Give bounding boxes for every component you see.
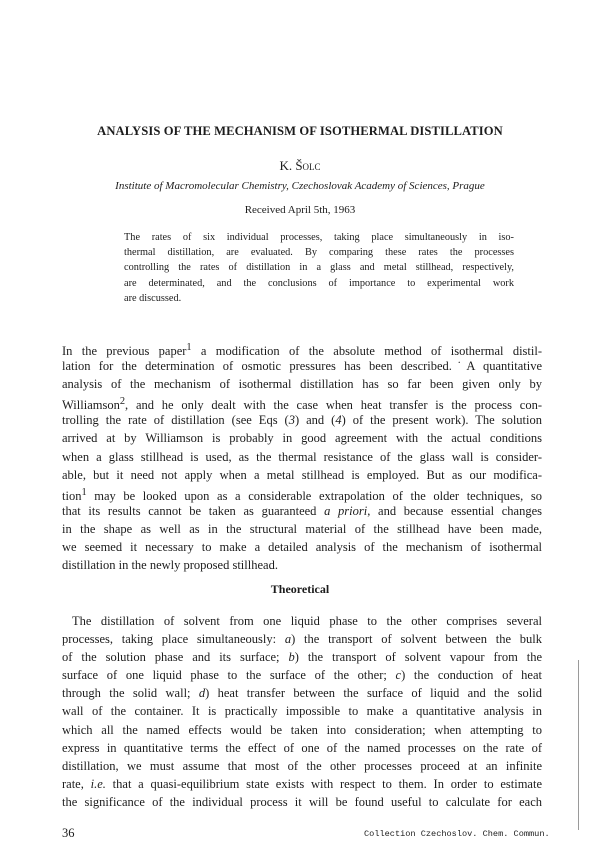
body-line: tion$^1$ may be looked upon as a considerable extrapolation of the older techniques, so [62, 486, 542, 503]
equation-ref: 4 [335, 413, 342, 428]
body-line: processes, taking place simultaneously: a) the transport of solvent between the bulk [62, 632, 542, 647]
section-heading: Theoretical [270, 582, 330, 596]
author-initial: K. [279, 158, 296, 173]
italic-phrase: a priori [324, 503, 368, 518]
body-line: arrived at by Williamson is probably in good agreement with the actual conditions [62, 431, 542, 446]
reference-mark: 1 [186, 342, 192, 353]
reference-mark: 1 [81, 486, 87, 498]
body-line: of the solution phase and its surface; b) the transport of solvent vapour from the [62, 650, 543, 665]
body-line: rate, i.e. that a quasi-equilibrium state exists with respect to them. In order to estimate [62, 776, 542, 791]
equation-ref: 3 [288, 413, 295, 428]
abstract-line: thermal distillation, are evaluated. By comparing these rates the processes [124, 247, 514, 259]
page-number: 36 [62, 826, 75, 840]
body-line: surface of one liquid phase to the surface of the other; c) the conduction of heat [62, 668, 543, 683]
body-line: lation for the determination of osmotic pressures has been described.˙A quantitative [62, 359, 542, 374]
body-line: Williamson$^2$, and he only dealt with the case when heat transfer is the process con- [62, 396, 542, 413]
abstract-line: The rates of six individual processes, taking place simultaneously in iso- [124, 232, 514, 243]
article-title: ANALYSIS OF THE MECHANISM OF ISOTHERMAL DISTILLATION [97, 124, 503, 138]
body-line: we seemed it necessary to make a detailed analysis of the mechanism of isothermal [62, 540, 542, 555]
author-surname: Šolc [295, 158, 321, 173]
body-line: able, but it need not apply when a metal stillhead is employed. But as our modifica- [62, 467, 542, 482]
author-affiliation: Institute of Macromolecular Chemistry, Czechoslovak Academy of Sciences, Prague [115, 180, 485, 192]
abstract-line: controlling the rates of distillation in a glass and metal stillhead, respectively, [124, 262, 514, 274]
body-line: when a glass stillhead is used, as the thermal resistance of the glass wall is consider- [62, 449, 542, 464]
body-line: distillation, we must assume that most of the other processes proceed at an infinite [62, 758, 542, 773]
body-line: in the shape as well as in the structural material of the stillhead have been made, [62, 521, 542, 536]
body-line: which all the named effects would be taken into consideration; when attempting to [62, 722, 542, 737]
abstract-line: are discussed. [124, 292, 182, 304]
scan-margin-line [578, 660, 579, 830]
body-line: through the solid wall; d) heat transfer between the surface of liquid and the solid [62, 686, 542, 701]
body-line: analysis of the mechanism of isothermal distillation has so far been given only by [62, 377, 542, 392]
body-line: wall of the container. It is practically impossible to make a quantitative analysis in [62, 704, 542, 719]
abstract [124, 230, 514, 306]
reference-mark: 2 [119, 396, 126, 408]
received-date: Received April 5th, 1963 [244, 204, 356, 216]
theory-paragraph [62, 612, 542, 811]
body-line: In the previous paper$^1$ a modification of the absolute method of isothermal distil- [62, 342, 542, 359]
body-line: The distillation of solvent from one liquid phase to the other comprises several [72, 614, 542, 628]
body-line: distillation in the newly proposed stillhead. [62, 558, 278, 573]
author-name [0, 158, 600, 174]
body-line: trolling the rate of distillation (see Eqs (3) and (4) of the present work). The solution [62, 413, 542, 428]
body-line: that its results cannot be taken as guaranteed a priori, and because essential changes [62, 503, 543, 518]
body-line: the significance of the individual process it will be found useful to calculate for each [62, 794, 542, 809]
journal-name: Collection Czechoslov. Chem. Commun. [364, 829, 550, 839]
abstract-line: are determinated, and the conclusions of importance to experimental work [124, 277, 514, 289]
intro-paragraph [62, 339, 542, 574]
body-line: express in quantitative terms the effect of one of the named processes on the rate of [62, 740, 542, 755]
